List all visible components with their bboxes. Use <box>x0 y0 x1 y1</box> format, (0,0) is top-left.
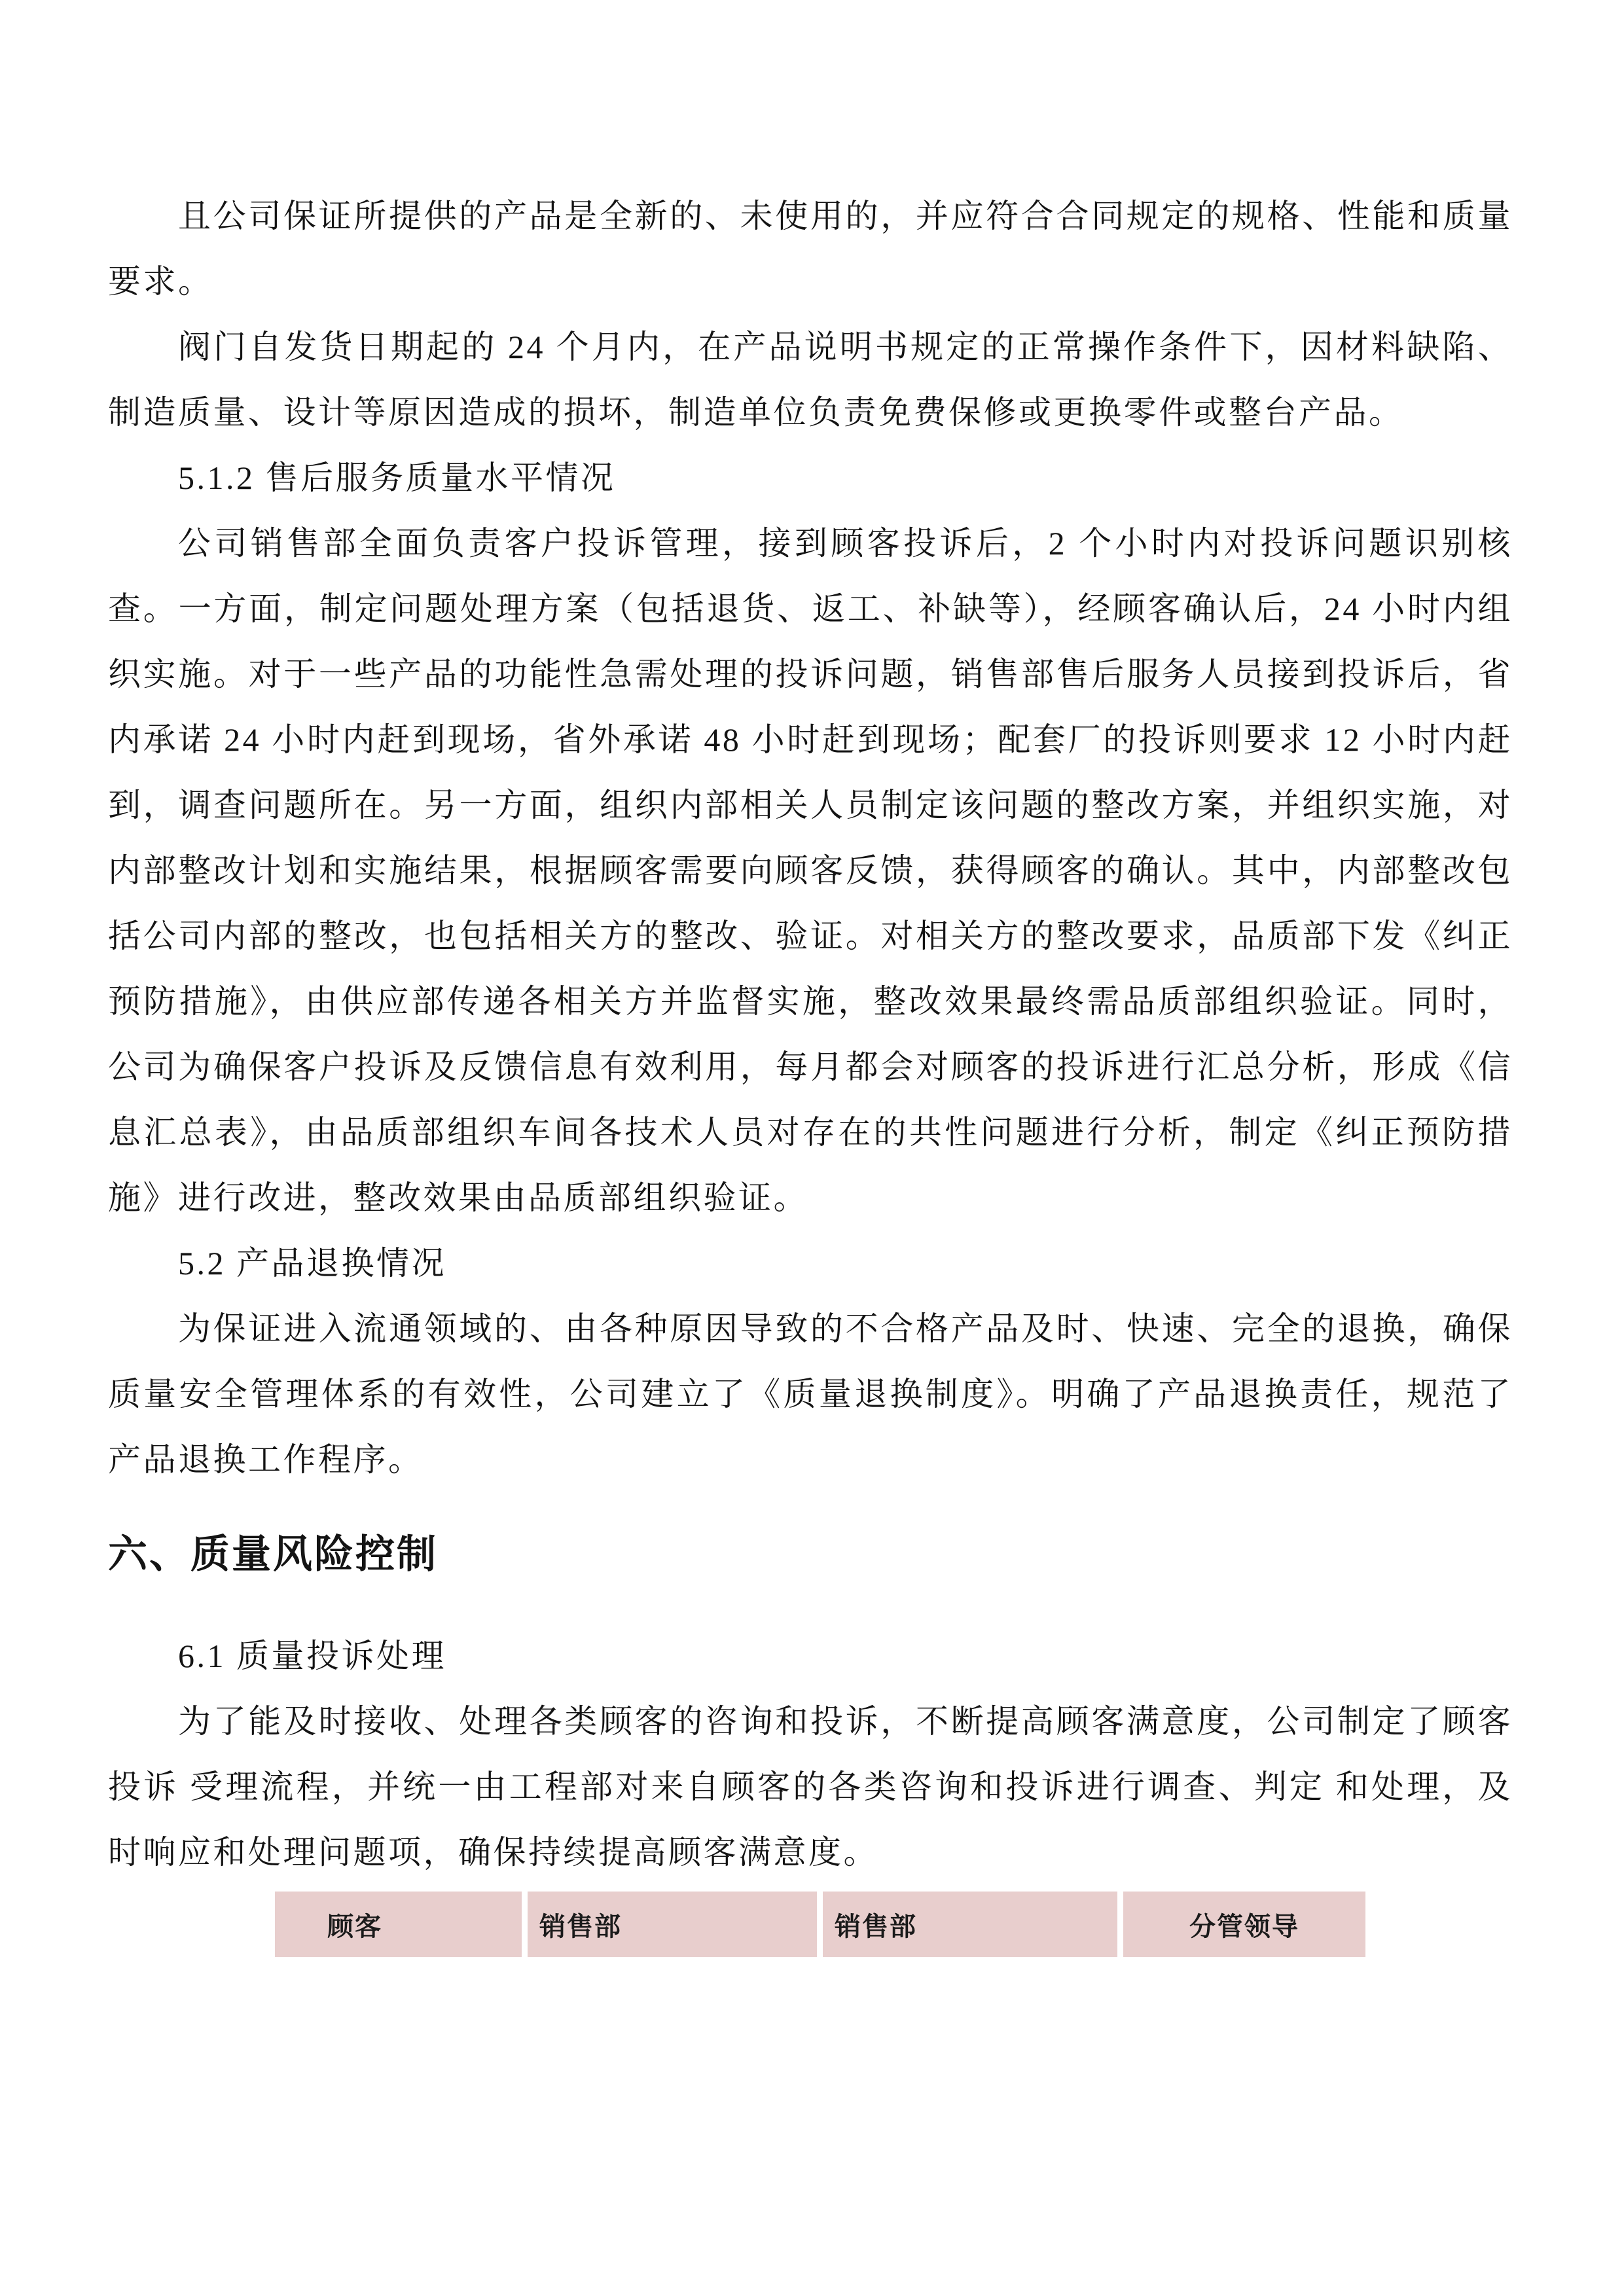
flow-table-header-cell: 分管领导 <box>1123 1892 1365 1957</box>
complaint-flowchart-header-row <box>275 1892 1365 1957</box>
section-heading-5-2: 5.2 产品退换情况 <box>178 1245 446 1282</box>
flow-table-header-cell: 销售部 <box>823 1892 1117 1957</box>
paragraph-after-sales-service: 公司销售部全面负责客户投诉管理，接到顾客投诉后，2 个小时内对投诉问题识别核查。一方面，制定问题处理方案（包括退货、返工、补缺等），经顾客确认后，24 小时内组织实施。对于一些产品的功能性急需处理的投诉问题，销售部售后服务人员接到投诉后，省内承诺 24 小时内赶到现场，省外承诺 48 小时赶到现场；配套厂的投诉则要求 12 小时内赶到，调查问题所在。另一方面，组织内部相关人员制定该问题的整改方案，并组织实施，对内部整改计划和实施结果，根据顾客需要向顾客反馈，获得顾客的确认。其中，内部整改包括公司内部的整改，也包括相关方的整改、验证。对相关方的整改要求，品质部下发《纠正预防措施》，由供应部传递各相关方并监督实施，整改效果最终需品质部组织验证。同时，公司为确保客户投诉及反馈信息有效利用，每月都会对顾客的投诉进行汇总分析，形成《信息汇总表》，由品质部组织车间各技术人员对存在的共性问题进行分析，制定《纠正预防措施》进行改进，整改效果由品质部组织验证。 <box>108 525 1513 1216</box>
section-heading-6-1: 6.1 质量投诉处理 <box>178 1638 446 1674</box>
flow-table-header-cell: 销售部 <box>528 1892 817 1957</box>
paragraph-valve-warranty: 阀门自发货日期起的 24 个月内，在产品说明书规定的正常操作条件下，因材料缺陷、制造质量、设计等原因造成的损坏，制造单位负责免费保修或更换零件或整台产品。 <box>108 329 1513 431</box>
paragraph-product-returns: 为保证进入流通领域的、由各种原因导致的不合格产品及时、快速、完全的退换，确保质量安全管理体系的有效性，公司建立了《质量退换制度》。明确了产品退换责任，规范了产品退换工作程序。 <box>108 1310 1513 1478</box>
paragraph-warranty: 且公司保证所提供的产品是全新的、未使用的，并应符合合同规定的规格、性能和质量要求。 <box>108 198 1513 300</box>
flow-table-header-cell: 顾客 <box>275 1892 522 1957</box>
chapter-heading-6: 六、质量风险控制 <box>108 1533 438 1576</box>
section-heading-5-1-2: 5.1.2 售后服务质量水平情况 <box>178 459 616 496</box>
paragraph-complaint-handling: 为了能及时接收、处理各类顾客的咨询和投诉，不断提高顾客满意度，公司制定了顾客投诉 受理流程，并统一由工程部对来自顾客的各类咨询和投诉进行调查、判定 和处理，及时响应和处理问题项，确保持续提高顾客满意度。 <box>108 1703 1513 1871</box>
